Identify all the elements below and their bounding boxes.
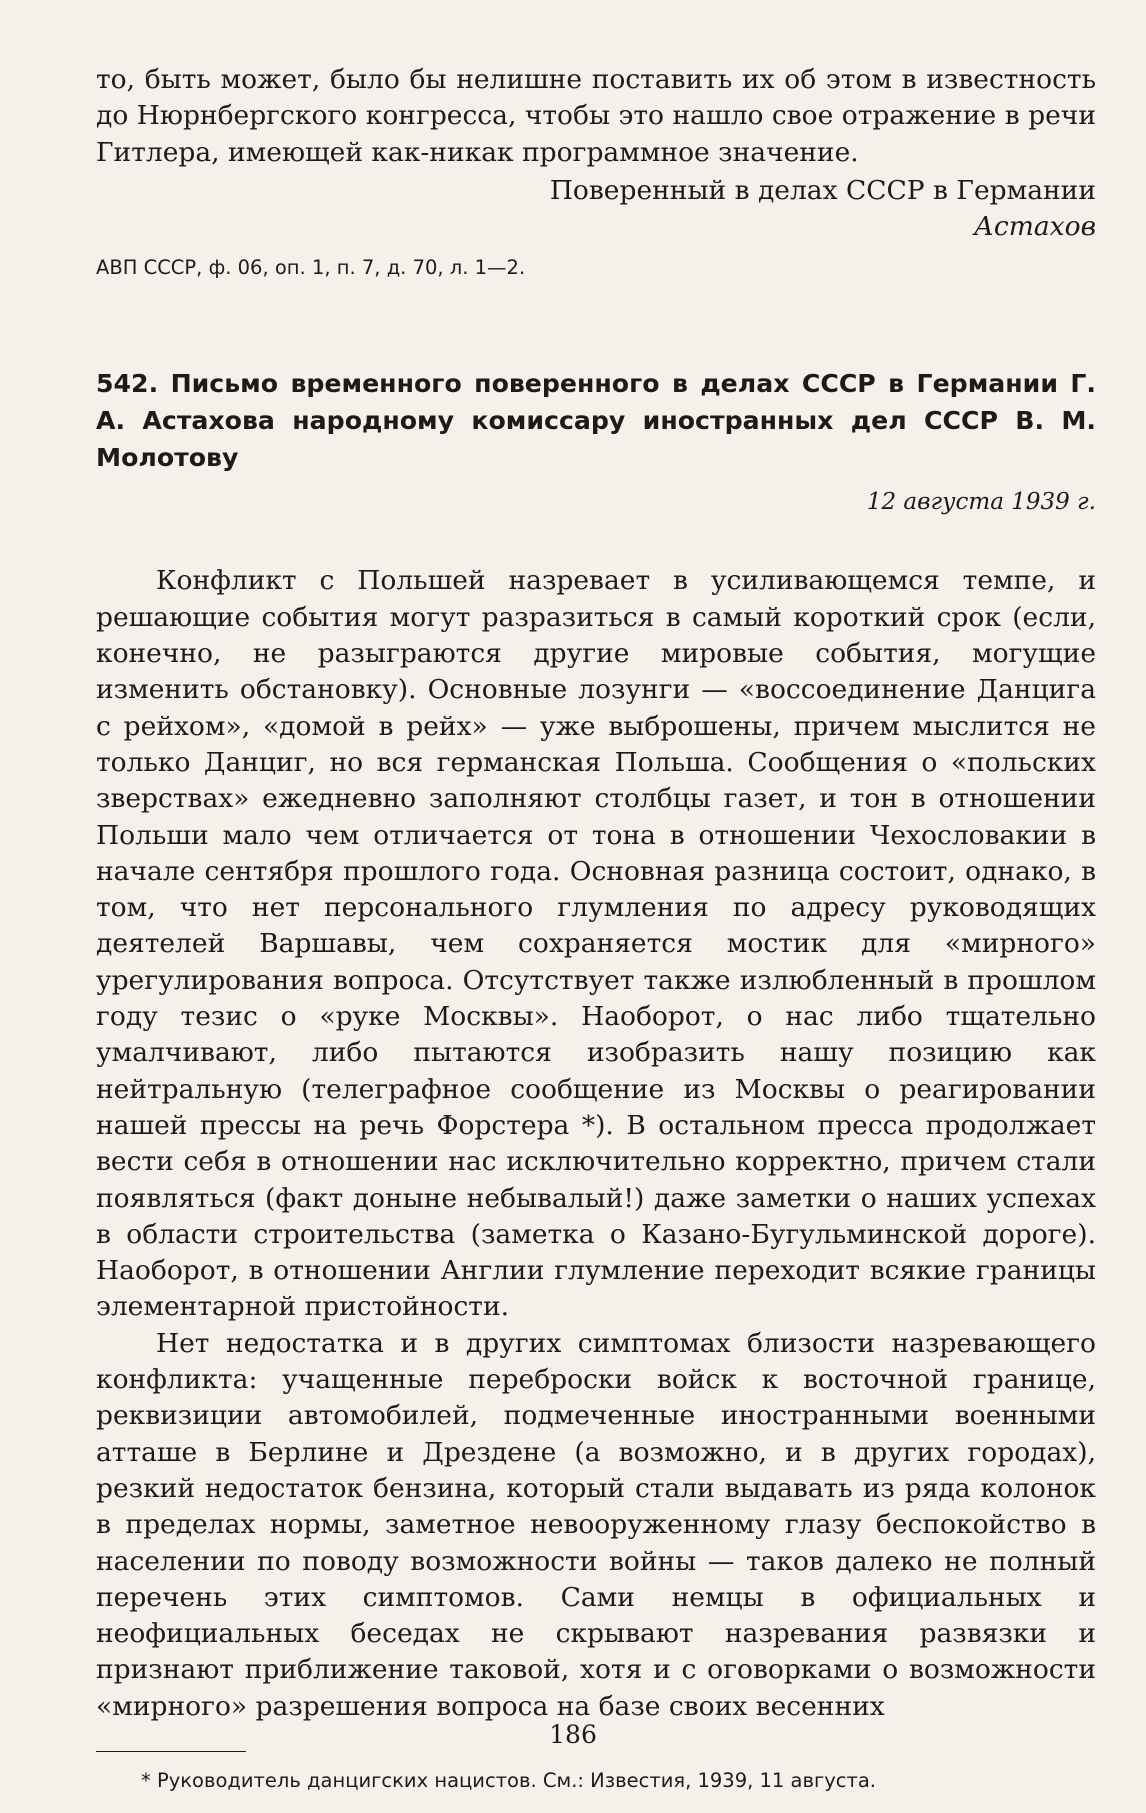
- document-date: 12 августа 1939 г.: [866, 489, 1096, 516]
- body-paragraph-2: Нет недостатка и в других симптомах близости назревающего конфликта: учащенные переброски войск к восточной границе, реквизиции автомобилей, подмеченные иностранными военными атташе в Берлине и Дрездене (а возможно, и в других городах), резкий недостаток бензина, который стали выдавать из ряда колонок в пределах нормы, заметное невооруженному глазу беспокойство в населении по поводу возможности войны — таков далеко не полный перечень этих симптомов. Сами немцы в официальных и неофициальных беседах не скрывают назревания развязки и признают приближение таковой, хотя и с оговорками о возможности «мирного» разрешения вопроса на базе своих весенних: [96, 1327, 1096, 1722]
- continuation-text: то, быть может, было бы нелишне поставить их об этом в известность до Нюрнбергского конгресса, чтобы это нашло свое отражение в речи Гитлера, имеющей как-никак программное значение.: [96, 64, 1096, 168]
- document-title: Письмо временного поверенного в делах СССР в Германии Г. А. Астахова народному комиссару иностранных дел СССР В. М. Молотову: [96, 369, 1096, 473]
- archive-reference: АВП СССР, ф. 06, оп. 1, п. 7, д. 70, л. 1—2.: [96, 256, 526, 280]
- page-number: 186: [549, 1720, 597, 1749]
- document-number: 542.: [96, 369, 159, 399]
- footnote-divider: [96, 1751, 246, 1752]
- document-heading: [96, 365, 1096, 476]
- footnote: * Руководитель данцигских нацистов. См.: Известия, 1939, 11 августа.: [141, 1768, 876, 1792]
- body-paragraph-1: Конфликт с Польшей назревает в усиливающемся темпе, и решающие события могут разразиться в самый короткий срок (если, конечно, не разыграются другие мировые события, могущие изменить обстановку). Основные лозунги — «воссоединение Данцига с рейхом», «домой в рейх» — уже выброшены, причем мыслится не только Данциг, но вся германская Польша. Сообщения о «польских зверствах» ежедневно заполняют столбцы газет, и тон в отношении Польши мало чем отличается от тона в отношении Чехословакии в начале сентября прошлого года. Основная разница состоит, однако, в том, что нет персонального глумления по адресу руководящих деятелей Варшавы, чем сохраняется мостик для «мирного» урегулирования вопроса. Отсутствует также излюбленный в прошлом году тезис о «руке Москвы». Наоборот, о нас либо тщательно умалчивают, либо пытаются изобразить нашу позицию как нейтральную (телеграфное сообщение из Москвы о реагировании нашей прессы на речь Форстера *). В остальном пресса продолжает вести себя в отношении нас исключительно корректно, причем стали появляться (факт доныне небывалый!) даже заметки о наших успехах в области строительства (заметка о Казано-Бугульминской дороге). Наоборот, в отношении Англии глумление переходит всякие границы элементарной пристойности.: [96, 565, 1096, 1323]
- letter-body: [96, 563, 1096, 1725]
- signature-block: [96, 173, 1096, 246]
- signer-name: Астахов: [973, 211, 1096, 243]
- signer-position: Поверенный в делах СССР в Германии: [549, 174, 1096, 206]
